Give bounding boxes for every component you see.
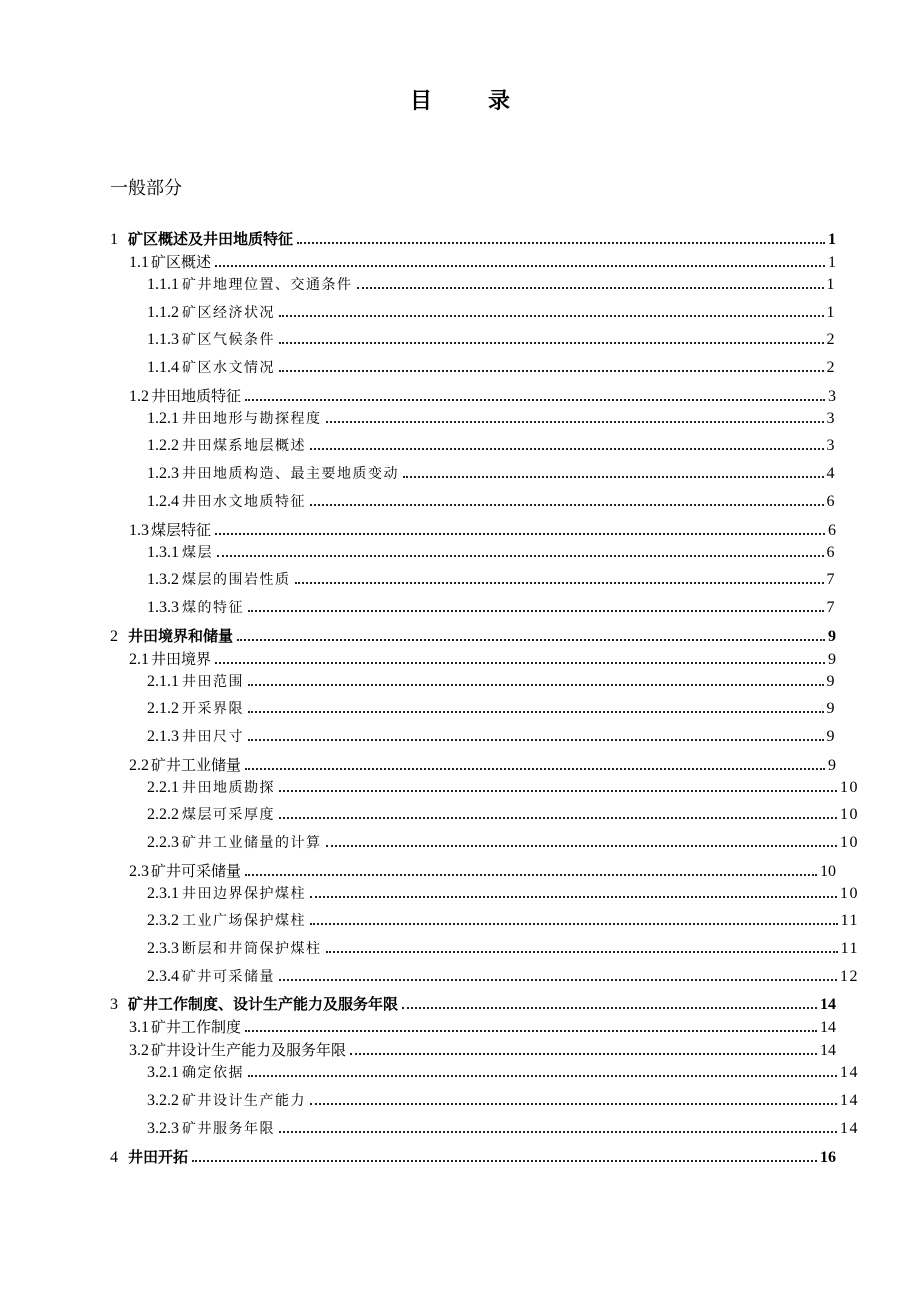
toc-dot-leader [279,370,824,372]
toc-entry-number: 2.1 [129,650,149,668]
toc-entry-text: 井田煤系地层概述 [182,438,306,455]
toc-dot-leader [279,817,837,819]
toc-entry-number: 1.3.3 [147,598,179,616]
toc-entry[interactable] [110,463,836,491]
toc-dot-leader [295,582,824,584]
toc-entry-text: 煤层 [182,544,213,561]
toc-entry-label [147,832,322,852]
toc-entry-page: 14 [840,1092,859,1110]
toc-entry[interactable] [110,228,836,251]
toc-entry[interactable] [110,754,836,777]
toc-entry-text: 井田范围 [182,673,244,690]
toc-entry-number: 3.2.3 [147,1119,179,1137]
toc-dot-leader [310,1103,837,1105]
toc-entry-label [129,860,241,881]
page-title [0,84,920,115]
toc-dot-leader [357,287,824,289]
toc-entry[interactable] [110,385,836,408]
toc-dot-leader [245,768,825,770]
toc-entry-number: 1.2.2 [147,437,179,455]
toc-entry-label [147,804,275,824]
toc-entry-text: 断层和井筒保护煤柱 [182,941,322,958]
table-of-contents [110,228,859,1169]
toc-entry-text: 煤的特征 [182,599,244,616]
toc-entry-text: 矿井工作制度 [151,1018,242,1037]
toc-entry-label [147,408,322,428]
toc-entry-number: 1.2 [129,387,149,405]
toc-entry-label [147,1090,306,1110]
toc-entry-number: 2.3 [129,862,149,880]
toc-entry-page: 11 [840,940,859,958]
toc-entry[interactable] [110,860,836,883]
toc-dot-leader [215,662,825,664]
toc-dot-leader [248,1075,837,1077]
toc-entry[interactable] [110,698,836,726]
toc-dot-leader [192,1160,817,1162]
toc-entry-label [129,754,241,775]
toc-dot-leader [245,1030,817,1032]
toc-entry-label [129,251,211,272]
toc-entry-page: 16 [820,1148,836,1166]
toc-entry-page: 4 [826,465,836,483]
toc-entry-number: 1.1.4 [147,359,179,377]
toc-entry-page: 1 [828,231,836,248]
toc-entry-page: 1 [826,276,836,293]
toc-entry-number: 3.2.2 [147,1092,179,1110]
toc-entry-number: 2.3.1 [147,884,179,902]
toc-entry-text: 开采界限 [182,701,244,718]
toc-entry-page: 10 [820,862,836,880]
toc-entry-label [147,1118,275,1138]
toc-dot-leader [215,533,825,535]
toc-entry-text: 矿区概述 [151,253,212,271]
toc-dot-leader [310,896,837,898]
toc-entry[interactable] [110,491,836,519]
toc-entry-page: 12 [840,967,859,985]
toc-entry-number: 2.2.1 [147,778,179,796]
toc-dot-leader [237,639,825,641]
toc-dot-leader [326,845,838,847]
toc-entry-number: 1.3.2 [147,571,179,589]
toc-dot-leader [279,979,837,981]
toc-dot-leader [326,951,838,953]
toc-entry-page: 10 [840,834,859,851]
toc-entry-label [110,1146,188,1167]
toc-entry[interactable] [110,804,859,832]
toc-entry-number: 1 [110,231,118,248]
page-title-char-2: 录 [488,89,511,114]
toc-entry-page: 14 [840,1119,859,1137]
toc-entry-text: 煤层的围岩性质 [182,572,291,589]
toc-entry[interactable] [110,648,836,671]
toc-entry-label [129,1016,241,1037]
toc-dot-leader [245,874,817,876]
toc-entry-page: 3 [826,437,836,455]
toc-entry[interactable] [110,1062,859,1090]
toc-entry-number: 1.1 [129,254,149,271]
toc-entry-number: 1.3.1 [147,543,179,561]
toc-entry-label [147,883,306,903]
toc-entry[interactable] [110,1146,836,1169]
toc-entry-page: 9 [826,700,836,718]
toc-entry[interactable] [110,542,836,570]
toc-entry-label [129,519,211,540]
toc-dot-leader [310,504,824,506]
toc-dot-leader [217,555,824,557]
toc-entry-label [147,597,244,617]
toc-entry-number: 2 [110,627,118,645]
toc-entry-page: 9 [828,650,836,668]
toc-dot-leader [297,242,825,244]
toc-dot-leader [403,476,824,478]
toc-entry-label [147,698,244,718]
toc-entry-number: 4 [110,1148,118,1166]
toc-entry-number: 2.3.3 [147,940,179,958]
toc-entry-page: 3 [826,409,836,427]
toc-entry[interactable] [110,883,859,911]
toc-entry-number: 2.1.3 [147,727,179,745]
toc-entry-number: 2.3.4 [147,967,179,985]
toc-entry[interactable] [110,966,859,994]
toc-entry-label [147,726,244,746]
toc-entry-number: 3.2.1 [147,1064,179,1082]
toc-entry-page: 9 [826,727,836,745]
toc-dot-leader [279,790,837,792]
toc-entry-text: 矿井工业储量 [151,755,242,774]
toc-entry-text: 矿井工作制度、设计生产能力及服务年限 [128,995,399,1014]
toc-entry-text: 煤层特征 [151,520,212,539]
toc-dot-leader [279,342,824,344]
toc-entry-text: 矿区概述及井田地质特征 [128,230,294,248]
toc-entry-page: 14 [820,996,836,1014]
toc-entry[interactable] [110,1090,859,1118]
toc-entry-label [147,357,275,377]
toc-entry-page: 7 [826,598,836,616]
toc-entry-text: 井田水文地质特征 [182,493,306,510]
toc-entry-number: 3 [110,996,118,1014]
toc-entry[interactable] [110,519,836,542]
toc-entry-number: 2.2.2 [147,806,179,824]
toc-entry-text: 井田境界和储量 [128,626,234,645]
toc-entry-label [147,910,306,930]
toc-entry-page: 6 [828,521,836,539]
toc-entry-label [147,491,306,511]
toc-dot-leader [350,1053,817,1055]
toc-entry-number: 2.2 [129,756,149,774]
toc-entry-number: 2.2.3 [147,834,179,851]
toc-entry-number: 1.3 [129,521,149,539]
toc-entry-number: 3.2 [129,1042,149,1060]
toc-entry[interactable] [110,274,836,302]
toc-entry[interactable] [110,251,836,274]
toc-entry-text: 矿井可采储量 [182,968,275,985]
section-heading: 一般部分 [110,178,182,199]
toc-entry-text: 矿井设计生产能力及服务年限 [151,1041,347,1060]
toc-entry-text: 井田境界 [151,649,212,668]
toc-entry-page: 3 [828,387,836,405]
toc-entry-page: 10 [840,806,859,824]
toc-dot-leader [310,448,824,450]
toc-entry-page: 14 [820,1042,836,1060]
toc-entry-page: 2 [826,359,836,377]
toc-entry-number: 1.2.4 [147,492,179,510]
toc-entry[interactable] [110,993,836,1016]
toc-entry-page: 9 [828,627,836,645]
toc-entry-number: 3.1 [129,1019,149,1037]
toc-entry-page: 10 [840,778,859,796]
toc-entry-number: 1.1.1 [147,276,179,293]
toc-entry-text: 矿井工业储量的计算 [182,835,322,851]
toc-dot-leader [279,1131,837,1133]
toc-entry-label [147,435,306,455]
toc-entry[interactable] [110,726,836,754]
toc-entry-page: 1 [826,303,836,321]
toc-entry-text: 矿区经济状况 [182,304,275,321]
toc-entry-label [147,938,322,958]
toc-entry[interactable] [110,597,836,625]
toc-entry-page: 14 [840,1064,859,1082]
toc-entry-label [147,569,291,589]
toc-dot-leader [310,923,838,925]
toc-entry-page: 6 [826,543,836,561]
toc-entry-label [110,625,233,646]
toc-dot-leader [248,610,824,612]
toc-entry-text: 矿井可采储量 [151,861,242,880]
toc-entry-label [147,777,275,797]
toc-entry[interactable] [110,357,836,385]
toc-entry[interactable] [110,329,836,357]
toc-entry-number: 1.2.1 [147,409,179,427]
toc-entry-label [129,648,211,669]
toc-entry-text: 井田地质勘探 [182,779,275,796]
toc-entry-text: 煤层可采厚度 [182,807,275,824]
toc-entry-label [147,463,399,483]
toc-entry-number: 1.1.2 [147,303,179,321]
toc-entry-label [110,228,293,249]
toc-dot-leader [402,1007,817,1009]
toc-entry-text: 矿井地理位置、交通条件 [182,277,353,293]
toc-entry[interactable] [110,1118,859,1146]
toc-entry-text: 井田地质特征 [151,386,242,405]
toc-entry[interactable] [110,1039,836,1062]
toc-dot-leader [248,739,824,741]
toc-entry-label [147,329,275,349]
toc-entry-label [147,302,275,322]
toc-entry-text: 矿井服务年限 [182,1120,275,1137]
toc-entry-label [129,1039,346,1060]
toc-dot-leader [215,265,825,267]
toc-entry-text: 确定依据 [182,1065,244,1082]
toc-dot-leader [245,399,825,401]
toc-entry-number: 2.3.2 [147,912,179,930]
toc-entry-text: 井田尺寸 [182,728,244,745]
toc-entry-text: 工业广场保护煤柱 [182,913,306,930]
toc-entry-page: 14 [820,1019,836,1037]
toc-entry[interactable] [110,625,836,648]
toc-entry-label [147,1062,244,1082]
toc-dot-leader [248,684,824,686]
toc-entry-page: 6 [826,492,836,510]
toc-entry-text: 井田边界保护煤柱 [182,885,306,902]
toc-entry[interactable] [110,1016,836,1039]
toc-entry-page: 10 [840,884,859,902]
toc-entry-label [129,385,241,406]
toc-entry-label [110,993,398,1014]
toc-entry-number: 1.1.3 [147,331,179,349]
toc-entry-text: 矿区水文情况 [182,360,275,377]
toc-entry-number: 2.1.2 [147,700,179,718]
toc-dot-leader [326,421,824,423]
toc-entry-label [147,274,353,294]
toc-entry[interactable] [110,777,859,805]
toc-entry-number: 1.2.3 [147,465,179,483]
toc-entry-number: 2.1.1 [147,672,179,690]
toc-entry[interactable] [110,671,836,699]
toc-entry-label [147,671,244,691]
toc-entry-text: 井田地形与勘探程度 [182,410,322,427]
toc-entry-label [147,966,275,986]
page-title-char-1: 目 [409,89,432,114]
toc-entry-text: 矿井设计生产能力 [182,1093,306,1110]
toc-entry[interactable] [110,938,859,966]
toc-entry-page: 11 [840,912,859,930]
toc-entry[interactable] [110,302,836,330]
toc-entry-page: 1 [828,254,836,271]
toc-entry[interactable] [110,910,859,938]
toc-entry-page: 2 [826,331,836,349]
toc-entry[interactable] [110,569,836,597]
toc-entry-text: 井田地质构造、最主要地质变动 [182,466,399,483]
toc-entry-label [147,542,213,562]
toc-entry-page: 7 [826,571,836,589]
toc-entry-page: 9 [826,672,836,690]
toc-dot-leader [279,315,824,317]
toc-entry[interactable] [110,832,859,860]
toc-entry-page: 9 [828,756,836,774]
toc-dot-leader [248,711,824,713]
toc-entry-text: 井田开拓 [128,1147,189,1166]
toc-entry[interactable] [110,408,836,436]
toc-entry-text: 矿区气候条件 [182,332,275,349]
toc-entry[interactable] [110,435,836,463]
